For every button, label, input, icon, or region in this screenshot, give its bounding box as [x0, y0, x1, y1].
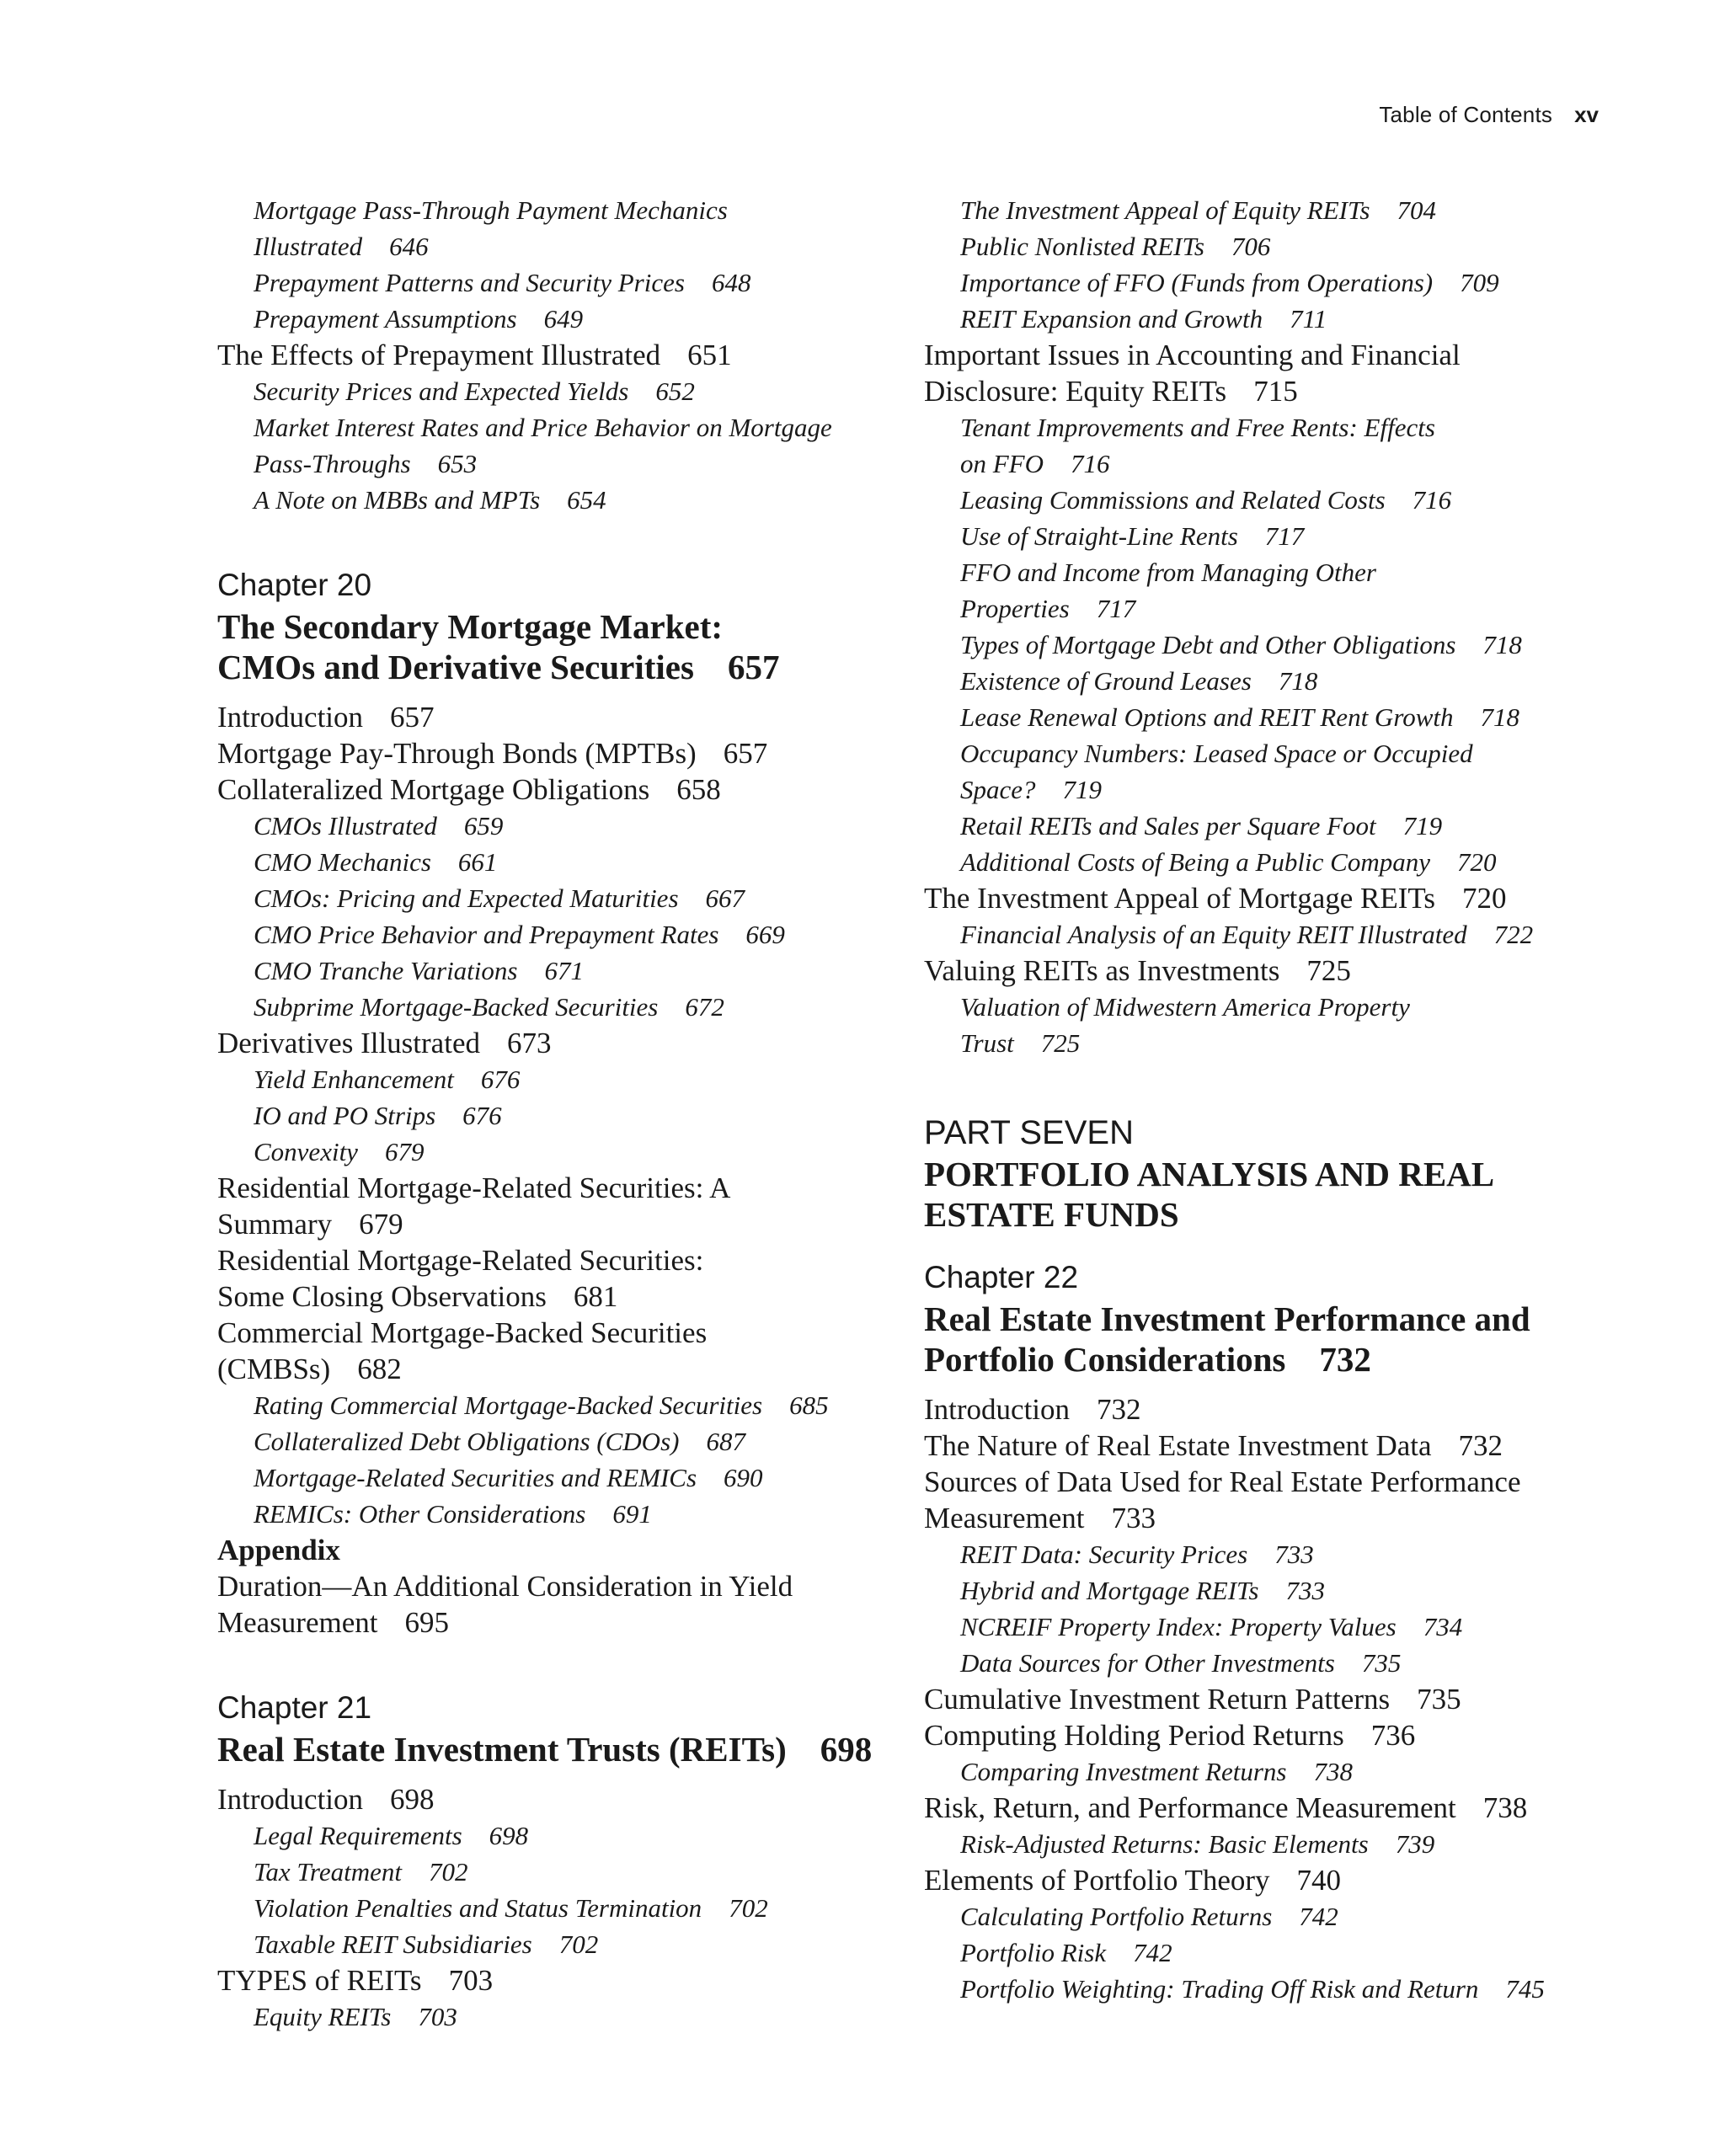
entry-page-number: 651 [687, 339, 732, 371]
entry-title: Portfolio Weighting: Trading Off Risk and Return [960, 1974, 1479, 2004]
entry-page-number: 709 [1460, 268, 1499, 297]
entry-page-number: 657 [723, 737, 768, 770]
entry-page-number: 703 [418, 2002, 457, 2031]
toc-subsection-entry [924, 1971, 1623, 2007]
toc-subsection-entry [217, 446, 883, 482]
entry-page-number: 687 [706, 1427, 745, 1456]
entry-title: Derivatives Illustrated [217, 1027, 480, 1059]
toc-section-entry [217, 1604, 883, 1641]
entry-title: Pass-Throughs [254, 449, 411, 478]
entry-title: Elements of Portfolio Theory [924, 1864, 1270, 1897]
toc-subsection-entry [217, 808, 883, 844]
entry-page-number: 672 [685, 992, 724, 1022]
entry-page-number: 732 [1458, 1429, 1503, 1462]
entry-title: REIT Expansion and Growth [960, 304, 1263, 334]
entry-page-number: 698 [489, 1821, 529, 1850]
entry-title: Residential Mortgage-Related Securities: [217, 1244, 704, 1277]
entry-title: REIT Data: Security Prices [960, 1540, 1248, 1569]
chapter-label [217, 1687, 883, 1729]
toc-section-entry [924, 1790, 1623, 1826]
toc-section-entry [924, 1391, 1623, 1428]
entry-title: Rating Commercial Mortgage-Backed Securities [254, 1390, 763, 1420]
entry-page-number: 702 [428, 1857, 468, 1886]
entry-page-number: 725 [1040, 1028, 1081, 1058]
toc-subsection-entry [924, 1609, 1623, 1645]
toc-subsection-entry [217, 1890, 883, 1926]
toc-subsection-entry [924, 1536, 1623, 1572]
entry-page-number: 657 [727, 648, 780, 686]
entry-page-number: 725 [1306, 954, 1351, 987]
entry-title: The Effects of Prepayment Illustrated [217, 339, 661, 371]
entry-page-number: 691 [612, 1499, 652, 1529]
entry-title: Convexity [254, 1137, 358, 1166]
entry-title: Appendix [217, 1534, 340, 1566]
toc-subsection-entry [924, 590, 1623, 627]
entry-title: Summary [217, 1208, 333, 1241]
entry-title: Lease Renewal Options and REIT Rent Growth [960, 702, 1454, 732]
toc-subsection-entry [217, 1496, 883, 1532]
entry-page-number: 690 [724, 1463, 763, 1492]
chapter-title [217, 647, 883, 687]
entry-title: (CMBSs) [217, 1353, 331, 1385]
toc-section-entry [217, 1242, 883, 1278]
entry-title: Subprime Mortgage-Backed Securities [254, 992, 659, 1022]
toc-subsection-entry [924, 808, 1623, 844]
toc-section-entry [217, 1206, 883, 1242]
entry-title: PART SEVEN [924, 1114, 1134, 1151]
running-head-section: Table of Contents [1379, 102, 1553, 127]
entry-title: ESTATE FUNDS [924, 1195, 1179, 1234]
entry-title: Sources of Data Used for Real Estate Performance [924, 1465, 1521, 1498]
entry-page-number: 673 [506, 1027, 552, 1059]
entry-page-number: 735 [1361, 1648, 1402, 1678]
running-head [1348, 102, 1599, 128]
part-label [924, 1112, 1623, 1154]
toc-subsection-entry [924, 627, 1623, 663]
toc-subsection-entry [217, 1817, 883, 1854]
entry-page-number: 719 [1062, 775, 1103, 804]
entry-title: FFO and Income from Managing Other [960, 558, 1376, 587]
toc-subsection-entry [217, 1134, 883, 1170]
toc-subsection-entry [217, 1854, 883, 1890]
entry-title: Legal Requirements [254, 1821, 462, 1850]
toc-subsection-entry [217, 1926, 883, 1962]
toc-subsection-entry [924, 482, 1623, 518]
entry-page-number: 718 [1278, 666, 1318, 696]
toc-subsection-entry [217, 1460, 883, 1496]
toc-section-entry [924, 953, 1623, 989]
toc-subsection-entry [924, 1025, 1623, 1061]
toc-section-entry [924, 373, 1623, 409]
toc-section-entry [924, 1428, 1623, 1464]
toc-subsection-entry [924, 663, 1623, 699]
entry-title: Introduction [924, 1393, 1071, 1426]
toc-subsection-entry [924, 1572, 1623, 1609]
entry-page-number: 720 [1456, 847, 1497, 877]
toc-section-entry [217, 1170, 883, 1206]
entry-page-number: 695 [404, 1606, 449, 1639]
toc-section-entry [924, 880, 1623, 916]
entry-title: Public Nonlisted REITs [960, 232, 1204, 261]
entry-page-number: 735 [1417, 1683, 1461, 1716]
entry-title: Cumulative Investment Return Patterns [924, 1683, 1391, 1716]
entry-title: Market Interest Rates and Price Behavior on Mortgage [254, 413, 832, 442]
entry-page-number: 716 [1412, 485, 1452, 515]
entry-page-number: 671 [544, 956, 584, 985]
toc-section-entry [924, 1717, 1623, 1753]
entry-title: Introduction [217, 701, 364, 734]
toc-section-entry [217, 1962, 883, 1999]
entry-title: Illustrated [254, 232, 363, 261]
entry-title: Residential Mortgage-Related Securities: A [217, 1171, 731, 1204]
entry-title: on FFO [960, 449, 1044, 478]
entry-title: Valuing REITs as Investments [924, 954, 1280, 987]
toc-subsection-entry [217, 301, 883, 337]
entry-page-number: 742 [1299, 1902, 1338, 1931]
chapter-title [217, 1729, 883, 1769]
toc-subsection-entry [217, 482, 883, 518]
entry-page-number: 652 [655, 376, 695, 406]
entry-page-number: 679 [384, 1137, 425, 1166]
entry-title: Some Closing Observations [217, 1280, 547, 1313]
toc-subsection-entry [924, 518, 1623, 554]
entry-title: Mortgage Pay-Through Bonds (MPTBs) [217, 737, 697, 770]
toc-subsection-entry [924, 1645, 1623, 1681]
entry-title: Space? [960, 775, 1036, 804]
entry-page-number: 742 [1133, 1938, 1172, 1967]
entry-title: Portfolio Considerations [924, 1340, 1286, 1379]
entry-title: Additional Costs of Being a Public Company [960, 847, 1430, 877]
toc-subsection-entry [924, 1826, 1623, 1862]
entry-title: The Nature of Real Estate Investment Data [924, 1429, 1432, 1462]
entry-title: Financial Analysis of an Equity REIT Illustrated [960, 920, 1467, 949]
entry-page-number: 676 [462, 1101, 502, 1130]
part-title [924, 1154, 1623, 1194]
entry-page-number: 653 [437, 449, 478, 478]
entry-title: Security Prices and Expected Yields [254, 376, 629, 406]
entry-title: Mortgage Pass-Through Payment Mechanics [254, 195, 728, 225]
entry-title: Valuation of Midwestern America Property [960, 992, 1410, 1022]
entry-title: Hybrid and Mortgage REITs [960, 1576, 1259, 1605]
entry-title: The Secondary Mortgage Market: [217, 607, 724, 646]
entry-page-number: 736 [1370, 1719, 1416, 1752]
chapter-title [924, 1339, 1623, 1380]
toc-section-entry [924, 1862, 1623, 1898]
toc-section-entry [924, 1681, 1623, 1717]
entry-title: CMOs Illustrated [254, 811, 437, 841]
entry-title: NCREIF Property Index: Property Values [960, 1612, 1397, 1641]
toc-subsection-entry [217, 989, 883, 1025]
entry-title: Importance of FFO (Funds from Operations) [960, 268, 1434, 297]
toc-subsection-entry [924, 301, 1623, 337]
entry-page-number: 676 [480, 1065, 521, 1094]
toc-section-entry [217, 1568, 883, 1604]
entry-title: Chapter 20 [217, 568, 372, 602]
entry-title: Mortgage-Related Securities and REMICs [254, 1463, 697, 1492]
entry-title: Use of Straight-Line Rents [960, 521, 1238, 551]
entry-title: Violation Penalties and Status Termination [254, 1893, 702, 1923]
entry-page-number: 706 [1231, 232, 1271, 261]
toc-section-entry [924, 1500, 1623, 1536]
entry-title: Tax Treatment [254, 1857, 402, 1886]
entry-title: Computing Holding Period Returns [924, 1719, 1344, 1752]
toc-subsection-entry [924, 735, 1623, 771]
entry-title: Collateralized Debt Obligations (CDOs) [254, 1427, 680, 1456]
entry-page-number: 657 [390, 701, 435, 734]
toc-section-entry [217, 1278, 883, 1315]
toc-subsection-entry [924, 228, 1623, 264]
toc-subsection-entry [217, 409, 883, 446]
toc-subsection-entry [924, 844, 1623, 880]
entry-title: Taxable REIT Subsidiaries [254, 1929, 532, 1959]
entry-title: Commercial Mortgage-Backed Securities [217, 1316, 708, 1349]
toc-subsection-entry [924, 699, 1623, 735]
toc-right-column [924, 192, 1623, 2007]
entry-page-number: 733 [1285, 1576, 1325, 1605]
toc-subsection-entry [924, 1753, 1623, 1790]
toc-left-column [217, 192, 883, 2035]
entry-title: Real Estate Investment Trusts (REITs) [217, 1730, 787, 1769]
entry-title: Leasing Commissions and Related Costs [960, 485, 1386, 515]
toc-section-entry [217, 337, 883, 373]
entry-title: Duration—An Additional Consideration in Yield [217, 1570, 793, 1603]
entry-title: Measurement [217, 1606, 378, 1639]
entry-page-number: 702 [729, 1893, 768, 1923]
entry-page-number: 732 [1319, 1340, 1371, 1379]
page-number: xv [1574, 102, 1599, 127]
chapter-title [924, 1299, 1623, 1339]
entry-page-number: 702 [558, 1929, 599, 1959]
entry-title: Important Issues in Accounting and Financial [924, 339, 1461, 371]
entry-page-number: 698 [820, 1730, 873, 1769]
toc-subsection-entry [924, 771, 1623, 808]
entry-page-number: 720 [1461, 882, 1507, 915]
toc-subsection-entry [217, 1999, 883, 2035]
toc-subsection-entry [217, 1097, 883, 1134]
toc-subsection-entry [217, 1061, 883, 1097]
entry-page-number: 739 [1395, 1829, 1435, 1859]
entry-page-number: 669 [745, 920, 785, 949]
entry-page-number: 734 [1423, 1612, 1463, 1641]
entry-title: CMO Tranche Variations [254, 956, 518, 985]
toc-subsection-entry [924, 446, 1623, 482]
entry-title: CMOs and Derivative Securities [217, 648, 694, 686]
entry-page-number: 649 [543, 304, 584, 334]
toc-subsection-entry [924, 1935, 1623, 1971]
toc-subsection-entry [217, 880, 883, 916]
entry-title: A Note on MBBs and MPTs [254, 485, 541, 515]
chapter-label [924, 1257, 1623, 1299]
entry-page-number: 718 [1480, 702, 1520, 732]
toc-section-entry [924, 337, 1623, 373]
entry-page-number: 745 [1505, 1974, 1545, 2004]
toc-subsection-entry [217, 228, 883, 264]
entry-page-number: 718 [1482, 630, 1522, 659]
entry-title: Chapter 21 [217, 1690, 372, 1725]
entry-page-number: 682 [357, 1353, 402, 1385]
entry-title: Measurement [924, 1502, 1085, 1534]
toc-appendix-heading [217, 1532, 883, 1568]
toc-subsection-entry [217, 953, 883, 989]
entry-page-number: 659 [463, 811, 504, 841]
entry-title: Prepayment Assumptions [254, 304, 517, 334]
entry-page-number: 740 [1296, 1864, 1342, 1897]
entry-title: Types of Mortgage Debt and Other Obligations [960, 630, 1456, 659]
entry-title: REMICs: Other Considerations [254, 1499, 586, 1529]
entry-page-number: 704 [1397, 195, 1436, 225]
entry-page-number: 732 [1097, 1393, 1141, 1426]
entry-title: Equity REITs [254, 2002, 392, 2031]
toc-subsection-entry [217, 1423, 883, 1460]
entry-page-number: 698 [390, 1783, 435, 1816]
entry-title: Yield Enhancement [254, 1065, 454, 1094]
toc-subsection-entry [924, 192, 1623, 228]
entry-title: Collateralized Mortgage Obligations [217, 773, 650, 806]
entry-page-number: 648 [711, 268, 751, 297]
entry-page-number: 667 [705, 883, 745, 913]
toc-subsection-entry [924, 554, 1623, 590]
toc-subsection-entry [924, 264, 1623, 301]
entry-title: Existence of Ground Leases [960, 666, 1252, 696]
entry-page-number: 717 [1096, 594, 1136, 623]
entry-title: Prepayment Patterns and Security Prices [254, 268, 685, 297]
entry-title: Occupancy Numbers: Leased Space or Occupied [960, 739, 1473, 768]
entry-page-number: 679 [359, 1208, 403, 1241]
toc-section-entry [217, 771, 883, 808]
entry-title: Tenant Improvements and Free Rents: Effects [960, 413, 1435, 442]
entry-page-number: 681 [573, 1280, 618, 1313]
entry-page-number: 716 [1071, 449, 1110, 478]
entry-page-number: 717 [1264, 521, 1305, 551]
entry-page-number: 703 [448, 1964, 494, 1997]
entry-page-number: 661 [457, 847, 498, 877]
entry-title: Trust [960, 1028, 1014, 1058]
toc-subsection-entry [217, 916, 883, 953]
entry-title: Chapter 22 [924, 1260, 1079, 1294]
entry-title: Introduction [217, 1783, 364, 1816]
toc-subsection-entry [217, 1387, 883, 1423]
entry-title: CMOs: Pricing and Expected Maturities [254, 883, 679, 913]
entry-page-number: 715 [1253, 375, 1298, 408]
entry-page-number: 722 [1493, 920, 1534, 949]
entry-title: CMO Price Behavior and Prepayment Rates [254, 920, 719, 949]
entry-title: Risk-Adjusted Returns: Basic Elements [960, 1829, 1369, 1859]
toc-subsection-entry [924, 1898, 1623, 1935]
entry-title: IO and PO Strips [254, 1101, 436, 1130]
toc-subsection-entry [924, 916, 1623, 953]
entry-title: Retail REITs and Sales per Square Foot [960, 811, 1376, 841]
toc-section-entry [217, 735, 883, 771]
entry-title: Portfolio Risk [960, 1938, 1107, 1967]
toc-section-entry [217, 699, 883, 735]
toc-subsection-entry [924, 409, 1623, 446]
toc-section-entry [217, 1781, 883, 1817]
entry-page-number: 733 [1111, 1502, 1156, 1534]
entry-page-number: 685 [789, 1390, 829, 1420]
toc-subsection-entry [217, 192, 883, 228]
entry-title: Real Estate Investment Performance and [924, 1299, 1530, 1338]
toc-subsection-entry [217, 264, 883, 301]
toc-subsection-entry [217, 373, 883, 409]
entry-title: Properties [960, 594, 1070, 623]
entry-page-number: 711 [1290, 304, 1327, 334]
entry-title: PORTFOLIO ANALYSIS AND REAL [924, 1155, 1495, 1193]
entry-title: CMO Mechanics [254, 847, 431, 877]
entry-title: TYPES of REITs [217, 1964, 422, 1997]
entry-page-number: 738 [1482, 1791, 1528, 1824]
entry-title: Disclosure: Equity REITs [924, 375, 1227, 408]
toc-subsection-entry [217, 844, 883, 880]
entry-page-number: 733 [1274, 1540, 1314, 1569]
toc-subsection-entry [924, 989, 1623, 1025]
entry-title: Risk, Return, and Performance Measurement [924, 1791, 1456, 1824]
chapter-title [217, 606, 883, 647]
toc-section-entry [217, 1315, 883, 1351]
toc-section-entry [924, 1464, 1623, 1500]
entry-title: Data Sources for Other Investments [960, 1648, 1335, 1678]
entry-page-number: 654 [567, 485, 606, 515]
entry-title: The Investment Appeal of Equity REITs [960, 195, 1370, 225]
entry-title: The Investment Appeal of Mortgage REITs [924, 882, 1435, 915]
entry-title: Calculating Portfolio Returns [960, 1902, 1273, 1931]
chapter-label [217, 564, 883, 606]
entry-title: Comparing Investment Returns [960, 1757, 1287, 1786]
toc-section-entry [217, 1351, 883, 1387]
entry-page-number: 646 [389, 232, 429, 261]
entry-page-number: 658 [676, 773, 721, 806]
part-title [924, 1194, 1623, 1235]
toc-section-entry [217, 1025, 883, 1061]
entry-page-number: 738 [1313, 1757, 1353, 1786]
entry-page-number: 719 [1402, 811, 1443, 841]
